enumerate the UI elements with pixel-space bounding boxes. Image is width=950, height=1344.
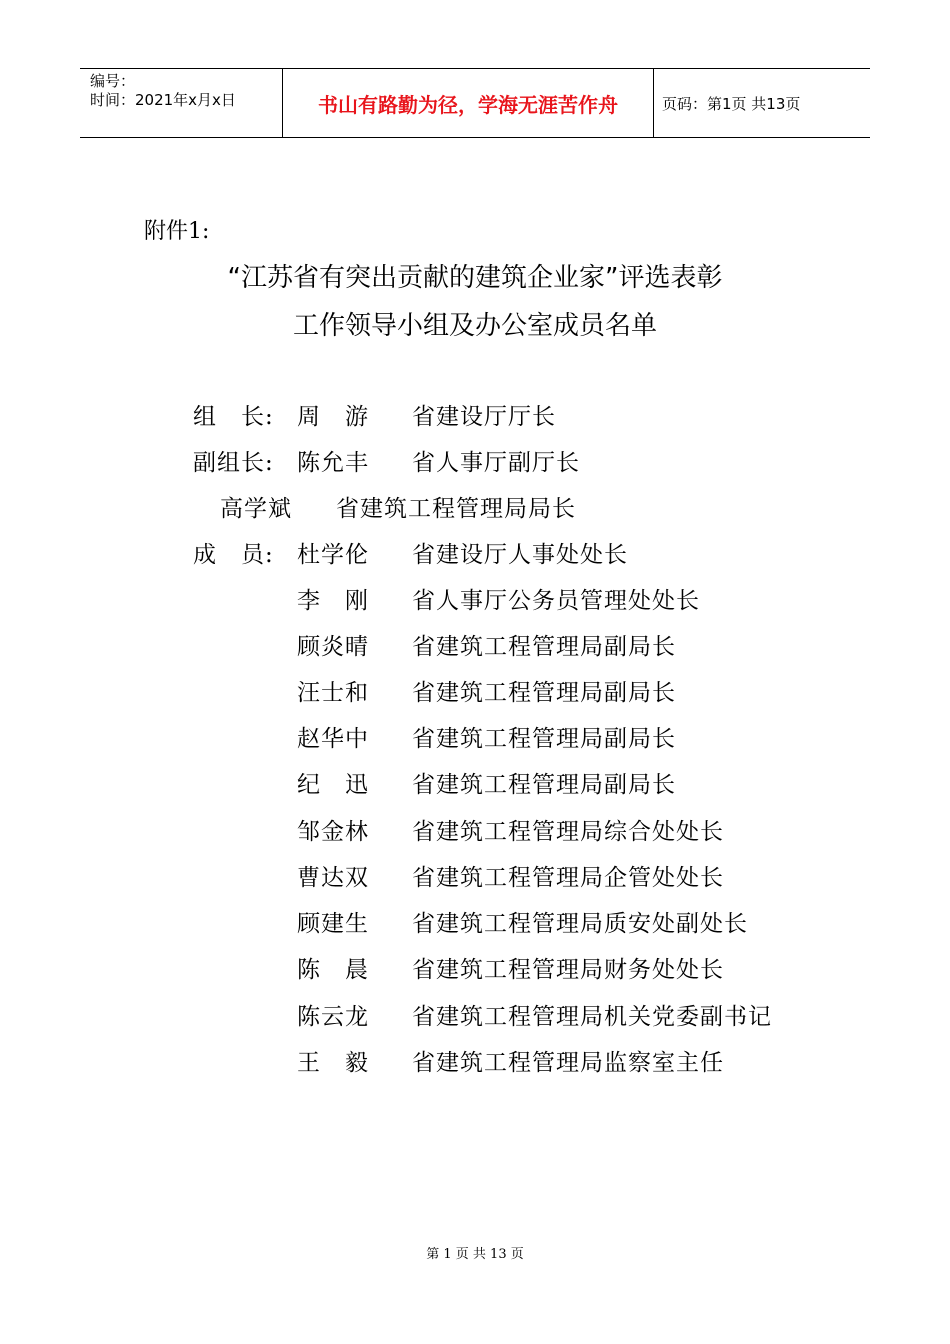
member-name: 纪 迅 [297, 772, 369, 798]
member-position: 省建筑工程管理局综合处处长 [412, 819, 724, 845]
member-name: 赵华中 [297, 726, 369, 752]
member-position: 省人事厅公务员管理处处长 [412, 588, 700, 614]
leader-position: 省建设厅厅长 [412, 404, 556, 430]
member-position: 省建设厅人事处处长 [412, 542, 628, 568]
member-position: 省建筑工程管理局监察室主任 [412, 1050, 724, 1076]
member-position: 省建筑工程管理局企管处处长 [412, 865, 724, 891]
deputy-name: 高学斌 [220, 496, 292, 522]
document-header [80, 68, 870, 138]
member-name: 顾建生 [297, 911, 369, 937]
document-title-line2: 工作领导小组及办公室成员名单 [292, 311, 657, 341]
page-footer: 第 1 页 共 13 页 [426, 1247, 524, 1262]
attachment-label: 附件1: [144, 219, 210, 244]
document-title-line1: “江苏省有突出贡献的建筑企业家”评选表彰 [227, 263, 723, 293]
motto-text: 书山有路勤为径，学海无涯苦作舟 [318, 93, 618, 117]
member-position: 省建筑工程管理局副局长 [412, 772, 676, 798]
member-position: 省建筑工程管理局机关党委副书记 [412, 1004, 772, 1030]
member-name: 陈云龙 [297, 1004, 369, 1030]
header-motto-cell [282, 69, 654, 137]
deputy-position: 省建筑工程管理局局长 [336, 496, 576, 522]
header-meta-cell [80, 69, 282, 137]
member-name: 陈 晨 [297, 957, 369, 983]
deputy-position: 省人事厅副厅长 [412, 450, 580, 476]
member-position: 省建筑工程管理局副局长 [412, 726, 676, 752]
number-label: 编号： [90, 72, 136, 90]
member-name: 李 刚 [297, 588, 369, 614]
member-position: 省建筑工程管理局副局长 [412, 680, 676, 706]
page-info: 页码：第1页 共13页 [662, 95, 801, 113]
member-position: 省建筑工程管理局财务处处长 [412, 957, 724, 983]
time-label: 时间：2021年x月x日 [90, 91, 236, 109]
leader-name: 周 游 [297, 404, 369, 430]
member-name: 汪士和 [297, 680, 369, 706]
member-name: 邹金林 [297, 819, 369, 845]
member-name: 王 毅 [297, 1050, 369, 1076]
deputy-name: 陈允丰 [297, 450, 369, 476]
member-position: 省建筑工程管理局质安处副处长 [412, 911, 748, 937]
member-name: 杜学伦 [297, 542, 369, 568]
members-role: 成 员: [193, 542, 274, 568]
member-name: 顾炎晴 [297, 634, 369, 660]
leader-role: 组 长: [193, 404, 274, 430]
member-position: 省建筑工程管理局副局长 [412, 634, 676, 660]
header-page-cell [654, 69, 870, 137]
member-name: 曹达双 [297, 865, 369, 891]
deputy-role: 副组长: [193, 450, 274, 476]
